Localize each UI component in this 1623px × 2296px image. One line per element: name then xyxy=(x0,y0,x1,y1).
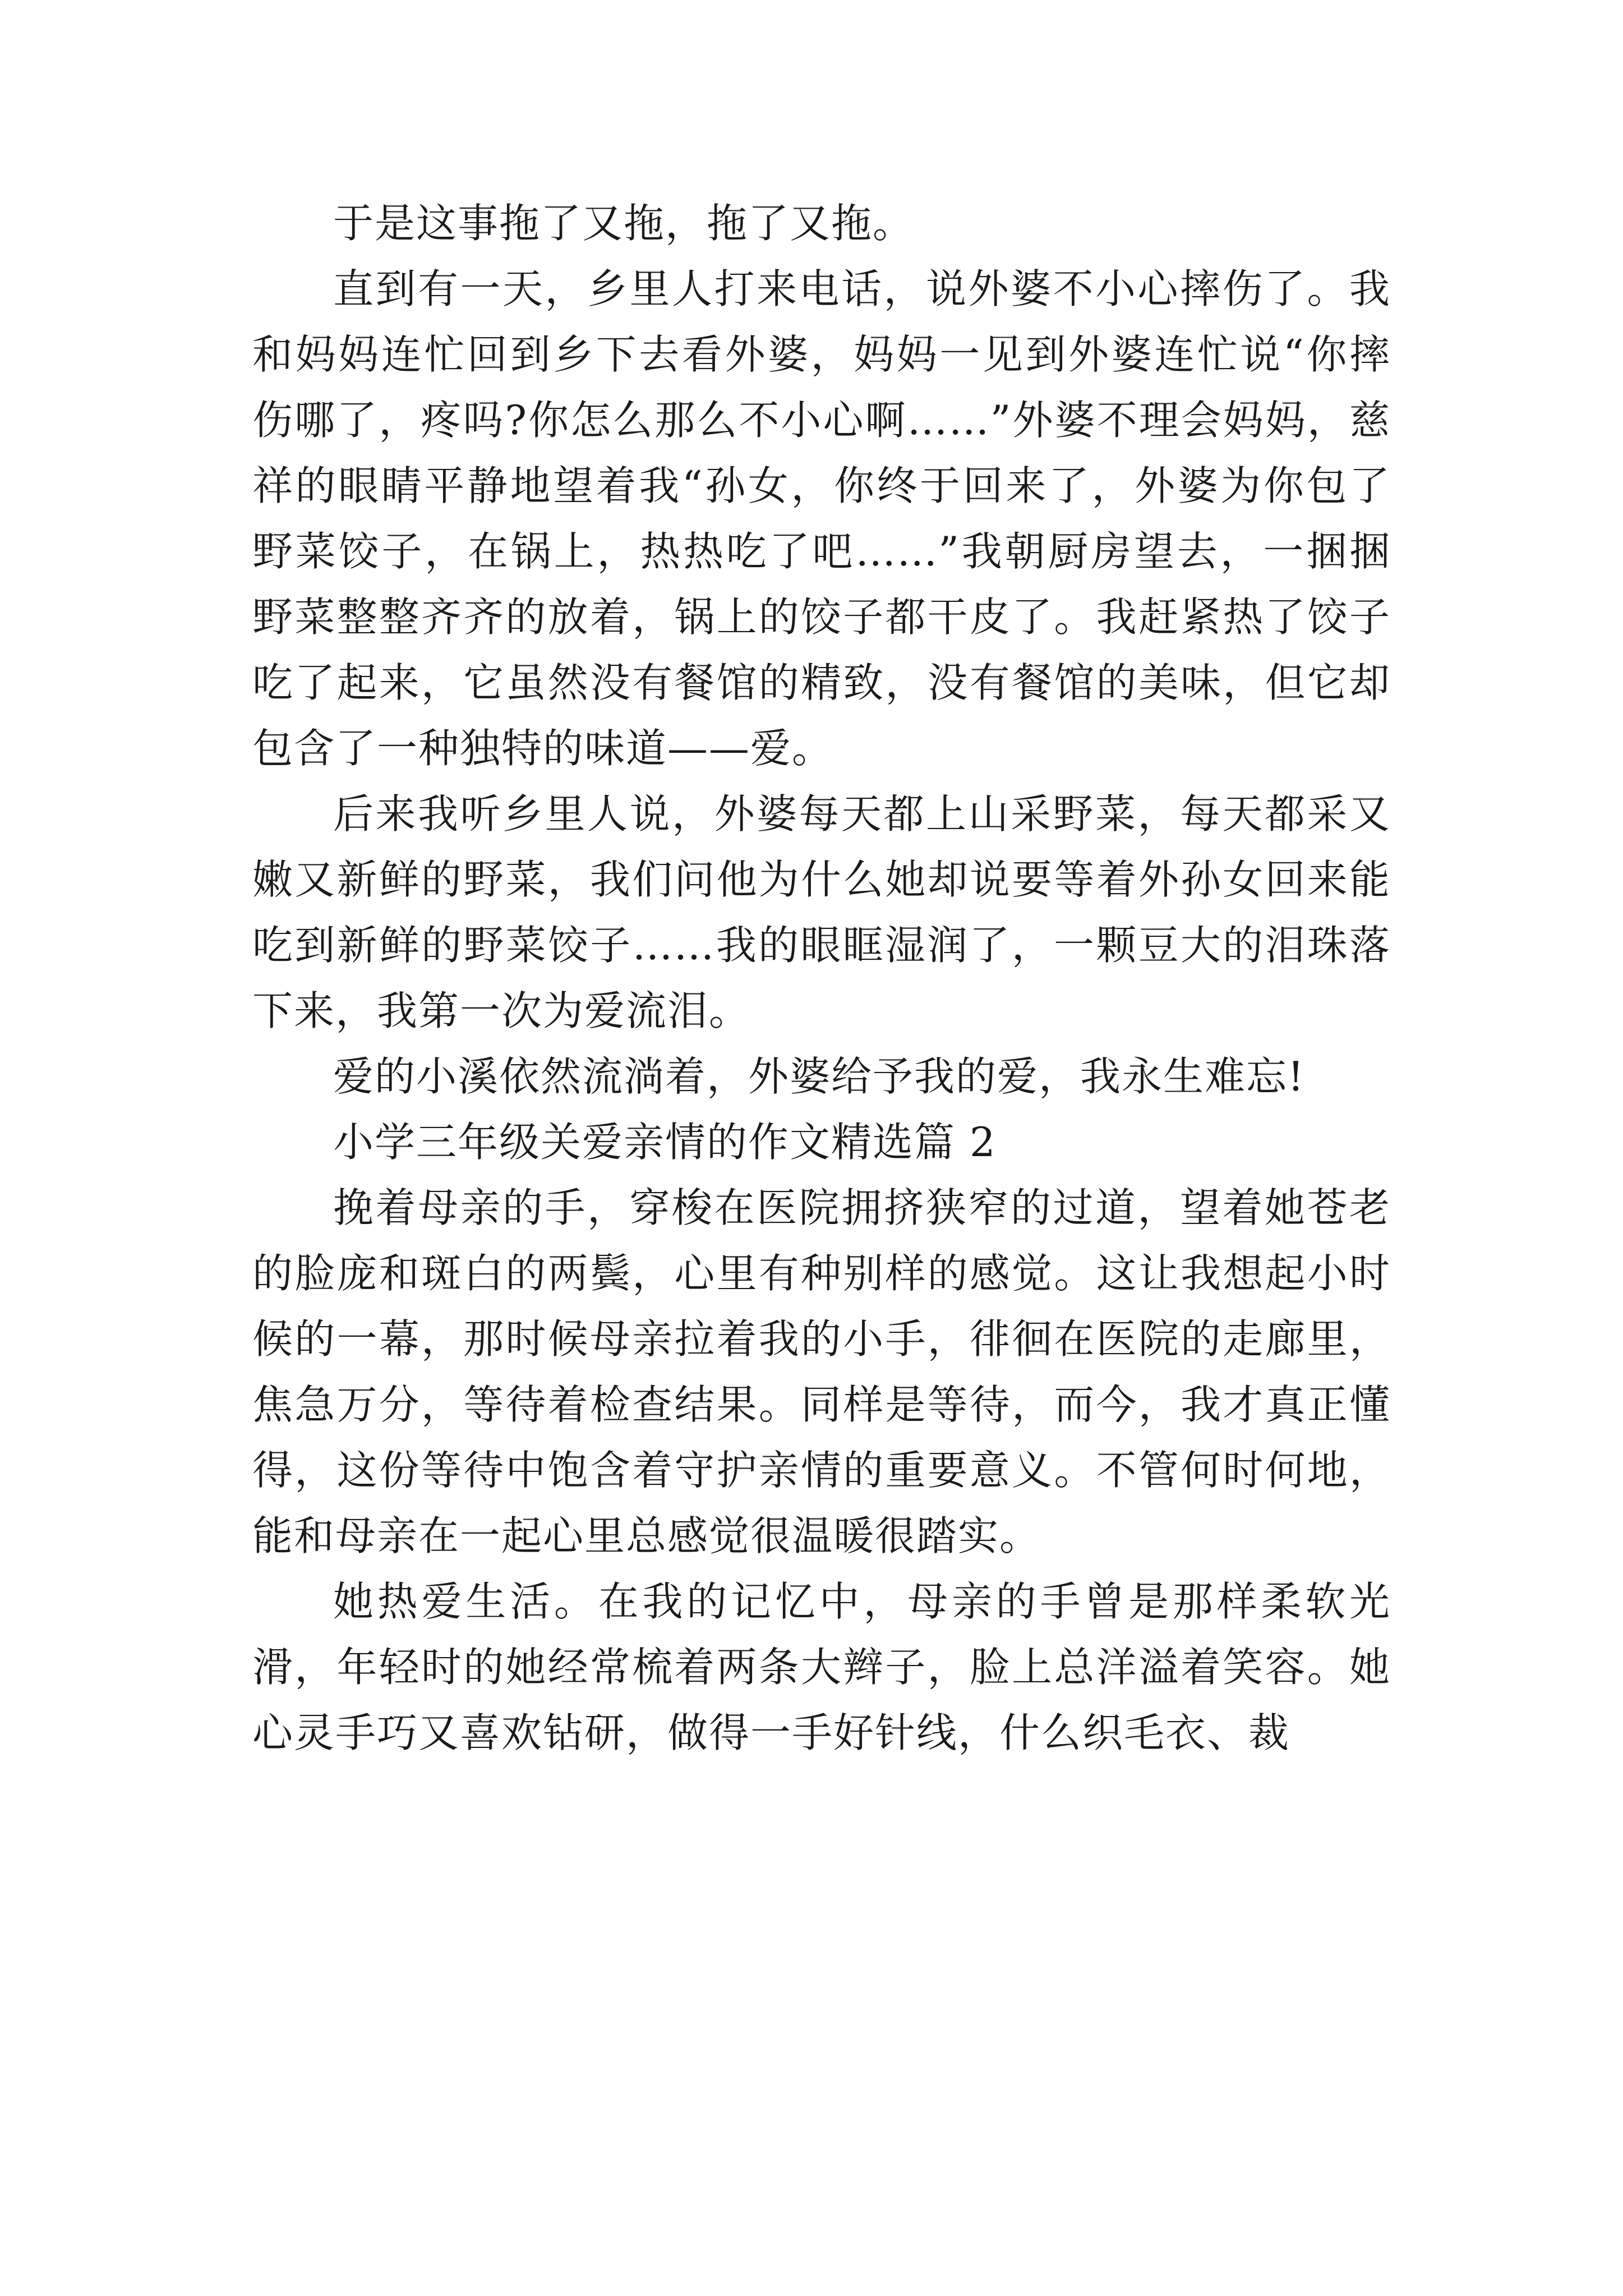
paragraph: 后来我听乡里人说，外婆每天都上山采野菜，每天都采又嫩又新鲜的野菜，我们问他为什么她却说要等着外孙女回来能吃到新鲜的野菜饺子……我的眼眶湿润了，一颗豆大的泪珠落下来，我第一次为爱流泪。 xyxy=(252,790,1391,1034)
paragraph: 于是这事拖了又拖，拖了又拖。 xyxy=(333,200,915,247)
section-heading: 小学三年级关爱亲情的作文精选篇 2 xyxy=(333,1119,997,1166)
paragraph: 爱的小溪依然流淌着，外婆给予我的爱，我永生难忘! xyxy=(333,1053,1305,1100)
document-body xyxy=(252,191,1391,1766)
paragraph: 挽着母亲的手，穿梭在医院拥挤狭窄的过道，望着她苍老的脸庞和斑白的两鬓，心里有种别样的感觉。这让我想起小时候的一幕，那时候母亲拉着我的小手，徘徊在医院的走廊里，焦急万分，等待着检查结果。同样是等待，而今，我才真正懂得，这份等待中饱含着守护亲情的重要意义。不管何时何地，能和母亲在一起心里总感觉很温暖很踏实。 xyxy=(252,1184,1391,1559)
paragraph: 她热爱生活。在我的记忆中，母亲的手曾是那样柔软光滑，年轻时的她经常梳着两条大辫子，脸上总洋溢着笑容。她心灵手巧又喜欢钻研，做得一手好针线，什么织毛衣、裁 xyxy=(252,1578,1391,1756)
paragraph: 直到有一天，乡里人打来电话，说外婆不小心摔伤了。我和妈妈连忙回到乡下去看外婆，妈妈一见到外婆连忙说“你摔伤哪了，疼吗?你怎么那么不小心啊……”外婆不理会妈妈，慈祥的眼睛平静地望着我“孙女，你终于回来了，外婆为你包了野菜饺子，在锅上，热热吃了吧……”我朝厨房望去，一捆捆野菜整整齐齐的放着，锅上的饺子都干皮了。我赶紧热了饺子吃了起来，它虽然没有餐馆的精致，没有餐馆的美味，但它却包含了一种独特的味道——爱。 xyxy=(252,265,1391,772)
